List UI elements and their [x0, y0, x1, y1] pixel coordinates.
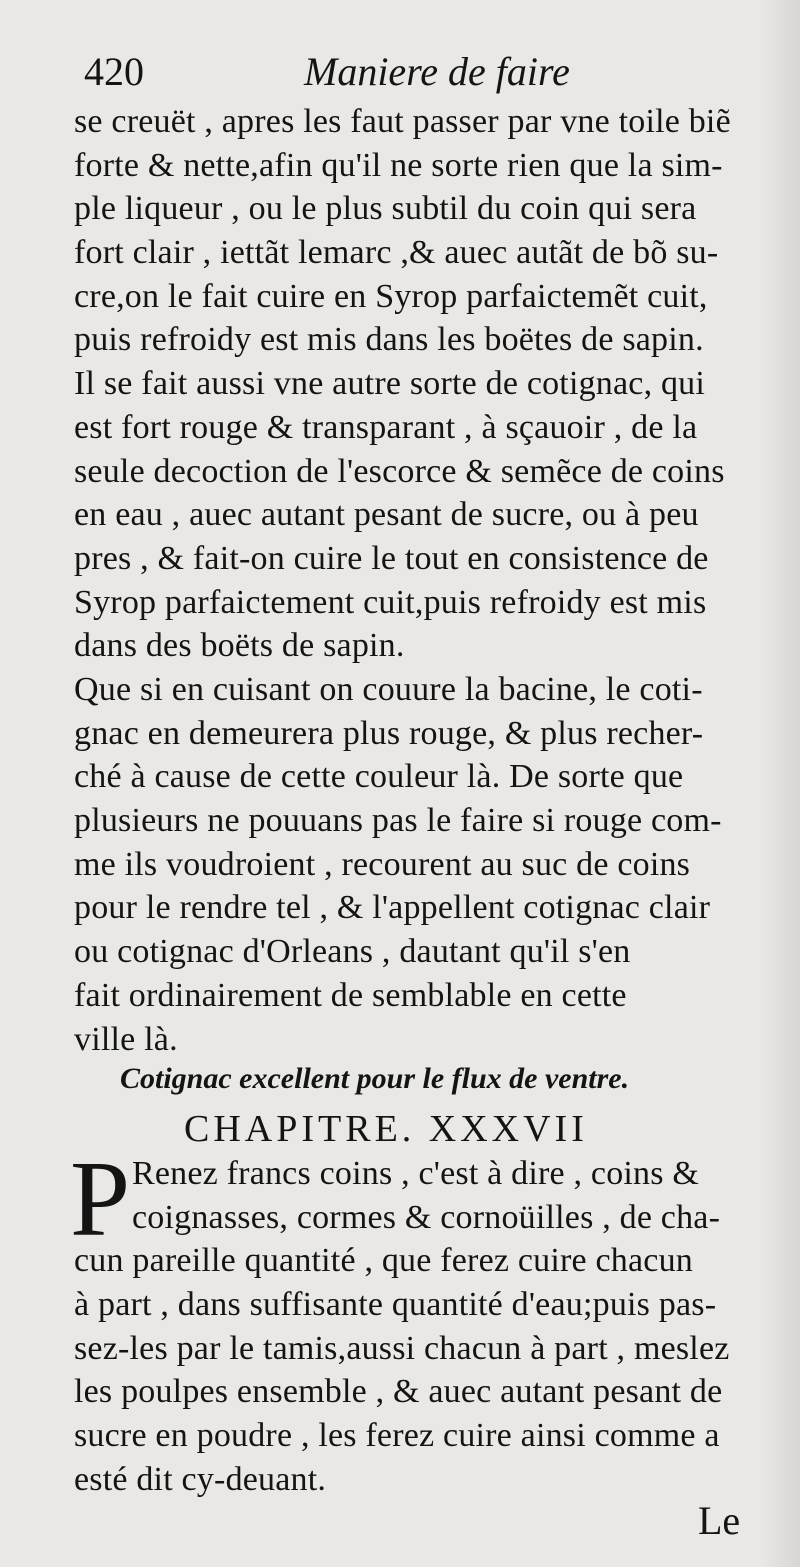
text-line: fait ordinairement de semblable en cette: [74, 976, 627, 1014]
text-line: sucre en poudre , les ferez cuire ainsi comme a: [74, 1417, 720, 1455]
text-line: cun pareille quantité , que ferez cuire chacun: [74, 1242, 693, 1280]
text-line: puis refroidy est mis dans les boëtes de sapin.: [74, 321, 704, 359]
section-title: Cotignac excellent pour le flux de ventre.: [120, 1062, 630, 1095]
text-line: me ils voudroient , recourent au suc de coins: [74, 845, 691, 883]
text-line: coignasses, cormes & cornoüilles , de cha-: [132, 1198, 721, 1236]
chapter-heading: CHAPITRE. XXXVII: [184, 1108, 588, 1150]
text-line: forte & nette,afin qu'il ne sorte rien que la sim-: [74, 146, 723, 184]
text-line: sez-les par le tamis,aussi chacun à part , meslez: [74, 1329, 730, 1367]
text-line: Il se fait aussi vne autre sorte de cotignac, qui: [74, 365, 706, 403]
running-title: Maniere de faire: [304, 49, 570, 94]
text-line: ville là.: [74, 1020, 178, 1058]
page-header: [84, 48, 750, 98]
text-line: Renez francs coins , c'est à dire , coins &: [132, 1155, 700, 1192]
text-line: dans des boëts de sapin.: [74, 627, 405, 665]
text-line: à part , dans suffisante quantité d'eau;puis pas-: [74, 1286, 717, 1324]
text-line: gnac en demeurera plus rouge, & plus recher-: [74, 714, 704, 752]
text-line: fort clair , iettãt lemarc ,& auec autãt de bõ su-: [74, 234, 719, 272]
drop-cap: P: [70, 1140, 131, 1259]
text-line: ou cotignac d'Orleans , dautant qu'il s'en: [74, 933, 631, 971]
text-line: Que si en cuisant on couure la bacine, le coti-: [74, 671, 703, 708]
text-line: se creuët , apres les faut passer par vne toile biẽ: [74, 103, 731, 140]
text-line: pour le rendre tel , & l'appellent cotignac clair: [74, 889, 711, 927]
text-line: cre,on le fait cuire en Syrop parfaictemẽt cuit,: [74, 277, 708, 315]
text-line: seule decoction de l'escorce & semẽce de coins: [74, 452, 725, 490]
paragraph-1: [74, 100, 760, 668]
text-line: en eau , auec autant pesant de sucre, ou à peu: [74, 496, 699, 534]
text-line: plusieurs ne pouuans pas le faire si rouge com-: [74, 802, 722, 840]
paragraph-3: [74, 1152, 760, 1502]
text-line: esté dit cy-deuant.: [74, 1460, 327, 1498]
text-line: ché à cause de cette couleur là. De sorte que: [74, 758, 684, 796]
catchword: Le: [698, 1498, 741, 1543]
text-line: Syrop parfaictement cuit,puis refroidy est mis: [74, 583, 707, 621]
text-line: les poulpes ensemble , & auec autant pesant de: [74, 1373, 723, 1411]
text-line: est fort rouge & transparant , à sçauoir , de la: [74, 408, 698, 446]
text-line: ple liqueur , ou le plus subtil du coin qui sera: [74, 190, 697, 228]
page-number: 420: [84, 49, 144, 94]
text-line: pres , & fait-on cuire le tout en consistence de: [74, 539, 709, 577]
paragraph-2: [74, 668, 760, 1061]
